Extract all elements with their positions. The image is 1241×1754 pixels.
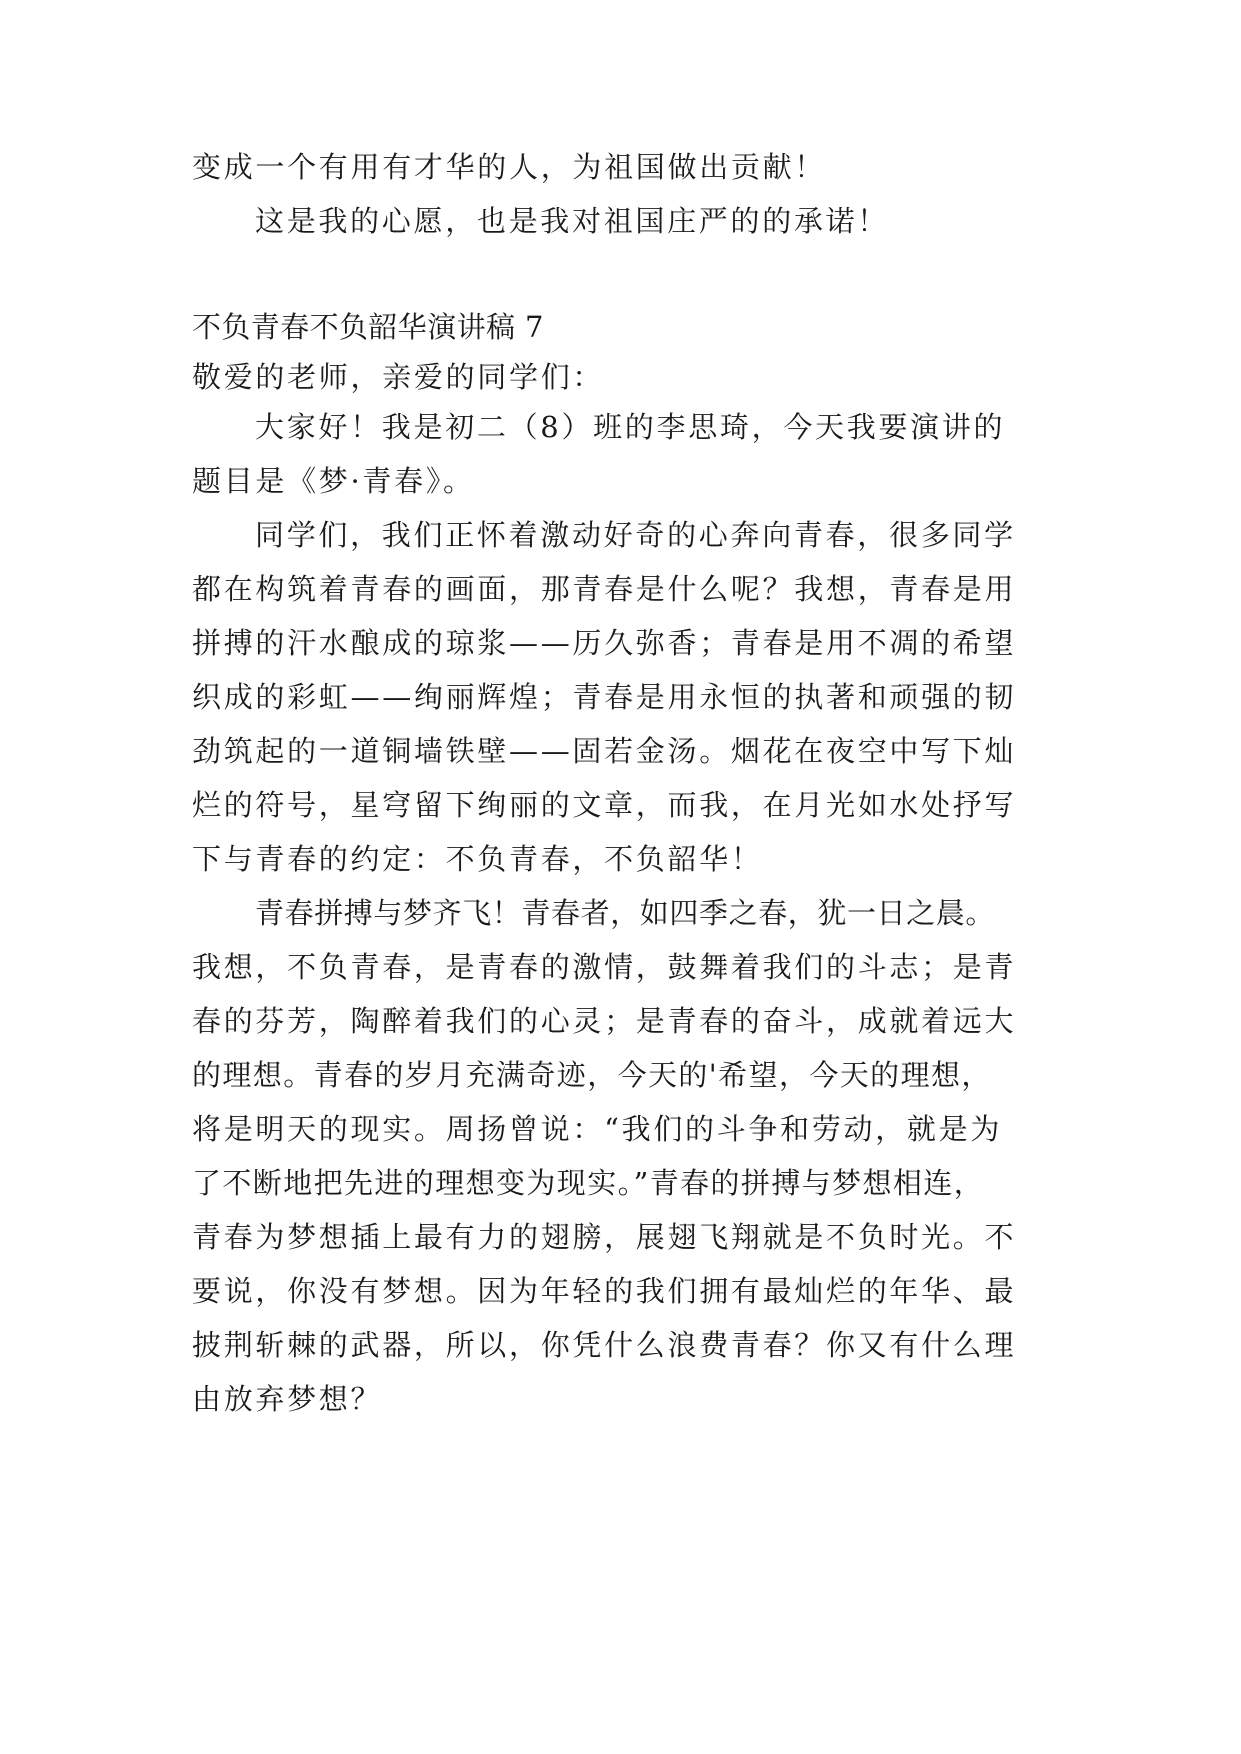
body-text-line: 的理想。青春的岁月充满奇迹，今天的'希望，今天的理想， — [192, 1058, 992, 1092]
body-text-line: 了不断地把先进的理想变为现实。”青春的拼搏与梦想相连， — [192, 1166, 985, 1200]
body-text-line: 都在构筑着青春的画面，那青春是什么呢？我想，青春是用 — [192, 572, 1017, 606]
body-text-line: 青春为梦想插上最有力的翅膀，展翅飞翔就是不负时光。不 — [192, 1220, 1017, 1254]
body-text-line: 将是明天的现实。周扬曾说：“我们的斗争和劳动，就是为 — [192, 1112, 1003, 1146]
body-text-line: 变成一个有用有才华的人，为祖国做出贡献！ — [192, 150, 827, 184]
body-text-line: 披荆斩棘的武器，所以，你凭什么浪费青春？你又有什么理 — [192, 1328, 1017, 1362]
body-text-line: 劲筑起的一道铜墙铁壁——固若金汤。烟花在夜空中写下灿 — [192, 734, 1017, 768]
body-text-line: 大家好！我是初二（8）班的李思琦，今天我要演讲的 — [255, 410, 1006, 444]
body-text-line: 题目是《梦·青春》。 — [192, 464, 475, 498]
body-text-line: 这是我的心愿，也是我对祖国庄严的的承诺！ — [255, 204, 890, 238]
body-text-line: 青春拼搏与梦齐飞！青春者，如四季之春，犹一日之晨。 — [255, 896, 996, 930]
body-text-line: 同学们，我们正怀着激动好奇的心奔向青春，很多同学 — [255, 518, 1016, 552]
body-text-line: 织成的彩虹——绚丽辉煌；青春是用永恒的执著和顽强的韧 — [192, 680, 1017, 714]
body-text-line: 拼搏的汗水酿成的琼浆——历久弥香；青春是用不凋的希望 — [192, 626, 1017, 660]
salutation: 敬爱的老师，亲爱的同学们： — [192, 360, 605, 394]
body-text-line: 由放弃梦想？ — [192, 1382, 383, 1416]
section-title: 不负青春不负韶华演讲稿 7 — [192, 310, 544, 344]
body-text-line: 下与青春的约定：不负青春，不负韶华！ — [192, 842, 763, 876]
body-text-line: 春的芬芳，陶醉着我们的心灵；是青春的奋斗，成就着远大 — [192, 1004, 1017, 1038]
body-text-line: 烂的符号，星穹留下绚丽的文章，而我，在月光如水处抒写 — [192, 788, 1017, 822]
body-text-line: 我想，不负青春，是青春的激情，鼓舞着我们的斗志；是青 — [192, 950, 1017, 984]
body-text-line: 要说，你没有梦想。因为年轻的我们拥有最灿烂的年华、最 — [192, 1274, 1017, 1308]
